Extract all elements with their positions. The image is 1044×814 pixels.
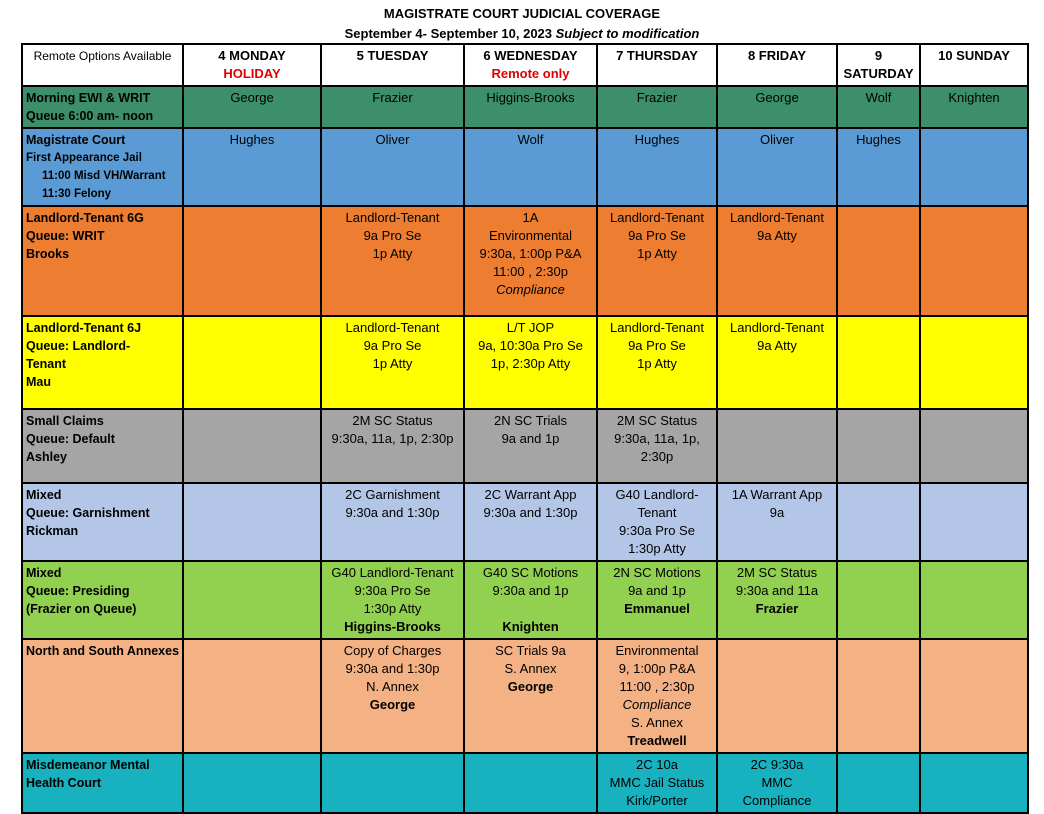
header-row	[22, 44, 1028, 86]
cell-monday	[183, 483, 321, 561]
day-header-friday	[717, 44, 837, 86]
cell-line: 2M SC Status	[736, 565, 818, 580]
page-title: MAGISTRATE COURT JUDICIAL COVERAGE	[383, 6, 661, 21]
cell-line: Tenant	[637, 505, 677, 520]
row-north-south-annexes	[22, 639, 1028, 753]
cell-line: Wolf	[517, 132, 544, 147]
cell-line: 2N SC Trials	[494, 413, 567, 428]
cell-line: Landlord-Tenant	[730, 320, 824, 335]
day-note: Remote only	[491, 66, 570, 81]
row-label	[22, 561, 183, 639]
cell-sunday	[920, 483, 1028, 561]
cell-wednesday	[464, 206, 597, 316]
cell-tuesday	[321, 316, 464, 409]
row-label-line: 11:00 Misd VH/Warrant	[42, 170, 166, 182]
cell-friday	[717, 483, 837, 561]
row-label	[22, 86, 183, 128]
cell-wednesday	[464, 86, 597, 128]
cell-line: George	[230, 90, 274, 105]
row-morning-ewi-writ	[22, 86, 1028, 128]
cell-sunday	[920, 86, 1028, 128]
cell-monday	[183, 753, 321, 813]
cell-line: 9a Pro Se	[628, 338, 686, 353]
cell-line: 9:30a Pro Se	[354, 583, 431, 598]
day-header-tuesday	[321, 44, 464, 86]
cell-line: 2C 10a	[636, 757, 678, 772]
cell-line: 11:00 , 2:30p	[619, 679, 695, 694]
cell-thursday	[597, 639, 717, 753]
cell-line: 9a, 10:30a Pro Se	[478, 338, 583, 353]
cell-line: 9a	[769, 505, 785, 520]
row-label-line: Mixed	[26, 488, 62, 502]
cell-monday	[183, 316, 321, 409]
cell-sunday	[920, 409, 1028, 483]
cell-line: Environmental	[615, 643, 699, 658]
row-label	[22, 409, 183, 483]
row-small-claims	[22, 409, 1028, 483]
row-label	[22, 206, 183, 316]
cell-tuesday	[321, 206, 464, 316]
cell-line: 2C Garnishment	[345, 487, 440, 502]
day-label: 5 TUESDAY	[356, 48, 429, 63]
cell-friday	[717, 316, 837, 409]
cell-line: Landlord-Tenant	[345, 320, 440, 335]
coverage-table	[21, 43, 1029, 814]
row-label-line: Morning EWI & WRIT	[26, 91, 151, 105]
row-mixed-garnishment	[22, 483, 1028, 561]
cell-line: Compliance	[622, 697, 692, 712]
row-label-line: Health Court	[26, 776, 101, 790]
cell-tuesday	[321, 409, 464, 483]
row-label-line: Queue: Default	[26, 432, 115, 446]
cell-monday	[183, 561, 321, 639]
cell-sunday	[920, 753, 1028, 813]
cell-line: 1p Atty	[637, 356, 677, 371]
day-label: 4 MONDAY	[218, 48, 286, 63]
cell-line: 9:30a, 1:00p P&A	[479, 246, 582, 261]
cell-tuesday	[321, 86, 464, 128]
cell-saturday	[837, 409, 920, 483]
cell-saturday	[837, 206, 920, 316]
row-label-line: 11:30 Felony	[42, 188, 112, 200]
cell-saturday	[837, 561, 920, 639]
day-header-thursday	[597, 44, 717, 86]
cell-wednesday	[464, 409, 597, 483]
cell-line: Emmanuel	[624, 601, 690, 616]
cell-wednesday	[464, 753, 597, 813]
day-label: 8 FRIDAY	[747, 48, 807, 63]
cell-friday	[717, 128, 837, 206]
row-landlord-tenant-6g	[22, 206, 1028, 316]
row-label-line: Brooks	[26, 247, 70, 261]
cell-line: G40 Landlord-Tenant	[331, 565, 454, 580]
cell-thursday	[597, 409, 717, 483]
cell-sunday	[920, 128, 1028, 206]
cell-line: Landlord-Tenant	[345, 210, 440, 225]
row-landlord-tenant-6j	[22, 316, 1028, 409]
day-header-monday	[183, 44, 321, 86]
row-label-line: (Frazier on Queue)	[26, 602, 137, 616]
cell-friday	[717, 639, 837, 753]
cell-line: 2C Warrant App	[484, 487, 577, 502]
cell-line: Landlord-Tenant	[730, 210, 824, 225]
cell-line: 2N SC Motions	[613, 565, 701, 580]
row-label	[22, 483, 183, 561]
cell-tuesday	[321, 753, 464, 813]
cell-line: 11:00 , 2:30p	[493, 264, 568, 279]
date-range: September 4- September 10, 2023	[344, 26, 553, 41]
cell-saturday	[837, 753, 920, 813]
cell-tuesday	[321, 639, 464, 753]
day-header-sunday	[920, 44, 1028, 86]
cell-line: L/T JOP	[506, 320, 555, 335]
cell-monday	[183, 409, 321, 483]
cell-tuesday	[321, 483, 464, 561]
cell-thursday	[597, 86, 717, 128]
cell-line: Higgins-Brooks	[344, 619, 441, 634]
day-label: 7 THURSDAY	[616, 48, 698, 63]
row-label-line: Queue 6:00 am- noon	[26, 109, 154, 123]
cell-thursday	[597, 206, 717, 316]
cell-line: Hughes	[634, 132, 680, 147]
cell-line: Frazier	[636, 90, 678, 105]
cell-line: 2M SC Status	[616, 413, 698, 428]
cell-line: 9:30a and 1:30p	[483, 505, 578, 520]
cell-line: Knighten	[948, 90, 1000, 105]
row-label-line: Landlord-Tenant 6G	[26, 211, 144, 225]
cell-sunday	[920, 561, 1028, 639]
cell-line	[468, 600, 593, 618]
cell-line: 2:30p	[640, 449, 674, 464]
cell-line: 2M SC Status	[352, 413, 433, 428]
row-mixed-presiding	[22, 561, 1028, 639]
cell-line: 9:30a and 1:30p	[345, 661, 440, 676]
cell-line: Frazier	[372, 90, 413, 105]
day-header-saturday	[837, 44, 920, 86]
corner-cell: Remote Options Available	[22, 44, 183, 86]
cell-line: 9:30a, 11a, 1p, 2:30p	[331, 431, 454, 446]
cell-thursday	[597, 753, 717, 813]
cell-line: 9a Pro Se	[363, 338, 422, 353]
cell-saturday	[837, 86, 920, 128]
cell-line: 1p Atty	[637, 246, 677, 261]
cell-line: Knighten	[502, 619, 559, 634]
cell-line: Copy of Charges	[343, 643, 442, 658]
cell-line: Hughes	[229, 132, 275, 147]
cell-wednesday	[464, 128, 597, 206]
cell-sunday	[920, 206, 1028, 316]
row-label-line: Queue: WRIT	[26, 229, 105, 243]
cell-line: S. Annex	[504, 661, 557, 676]
cell-line: G40 SC Motions	[482, 565, 579, 580]
cell-line: 1p, 2:30p Atty	[490, 356, 571, 371]
cell-line: 9:30a Pro Se	[619, 523, 695, 538]
cell-line: Compliance	[496, 282, 565, 297]
cell-line: Oliver	[375, 132, 410, 147]
row-label-line: Rickman	[26, 524, 79, 538]
cell-line: S. Annex	[630, 715, 684, 730]
row-label-line: Mixed	[26, 566, 62, 580]
cell-line: Oliver	[760, 132, 794, 147]
cell-line: Hughes	[856, 132, 901, 147]
cell-line: Treadwell	[627, 733, 687, 748]
day-label: 9	[874, 48, 883, 63]
cell-tuesday	[321, 561, 464, 639]
cell-monday	[183, 86, 321, 128]
cell-saturday	[837, 639, 920, 753]
row-label-line: Small Claims	[26, 414, 104, 428]
row-misdemeanor-mental-health-court	[22, 753, 1028, 813]
cell-sunday	[920, 639, 1028, 753]
row-label-line: Magistrate Court	[26, 133, 126, 147]
cell-line: Landlord-Tenant	[610, 320, 704, 335]
cell-monday	[183, 128, 321, 206]
cell-wednesday	[464, 316, 597, 409]
cell-line: George	[507, 679, 554, 694]
cell-line: Higgins-Brooks	[486, 90, 575, 105]
cell-thursday	[597, 316, 717, 409]
row-label	[22, 316, 183, 409]
cell-line: Environmental	[488, 228, 573, 243]
cell-line: 9a Atty	[757, 228, 797, 243]
cell-wednesday	[464, 639, 597, 753]
row-label-line: Misdemeanor Mental	[26, 758, 150, 772]
day-label: 10 SUNDAY	[938, 48, 1010, 63]
row-magistrate-court	[22, 128, 1028, 206]
cell-line: 9a Pro Se	[628, 228, 686, 243]
row-label	[22, 639, 183, 753]
cell-sunday	[920, 316, 1028, 409]
row-label-line: Queue: Presiding	[26, 584, 130, 598]
cell-thursday	[597, 128, 717, 206]
cell-friday	[717, 206, 837, 316]
cell-line: Landlord-Tenant	[610, 210, 704, 225]
row-label-line: North and South Annexes	[26, 644, 180, 658]
cell-thursday	[597, 483, 717, 561]
cell-line: Compliance	[742, 793, 812, 808]
day-header-wednesday	[464, 44, 597, 86]
row-label-line: First Appearance Jail	[26, 152, 142, 164]
cell-line: SC Trials 9a	[495, 643, 566, 658]
cell-line: 9:30a, 11a, 1p,	[614, 431, 700, 446]
cell-line: Frazier	[755, 601, 799, 616]
cell-line: N. Annex	[366, 679, 419, 694]
row-label	[22, 128, 183, 206]
cell-line: 1A	[522, 210, 539, 225]
cell-line: 9a Pro Se	[363, 228, 422, 243]
cell-line: 9a and 1p	[628, 583, 686, 598]
cell-line: G40 Landlord-	[615, 487, 699, 502]
cell-thursday	[597, 561, 717, 639]
cell-line: 9a and 1p	[501, 431, 560, 446]
row-label-line: Queue: Garnishment	[26, 506, 150, 520]
cell-line: George	[755, 90, 799, 105]
cell-line: 1p Atty	[372, 246, 413, 261]
cell-line: 1:30p Atty	[363, 601, 422, 616]
cell-wednesday	[464, 561, 597, 639]
cell-line: 9:30a and 1:30p	[345, 505, 440, 520]
row-label-line: Ashley	[26, 450, 67, 464]
cell-line: 9a Atty	[757, 338, 797, 353]
row-label-line: Mau	[26, 375, 51, 389]
cell-line: MMC	[761, 775, 793, 790]
cell-saturday	[837, 316, 920, 409]
cell-wednesday	[464, 483, 597, 561]
cell-saturday	[837, 483, 920, 561]
day-label-2: SATURDAY	[843, 66, 914, 81]
cell-friday	[717, 409, 837, 483]
day-note: HOLIDAY	[223, 66, 281, 81]
cell-tuesday	[321, 128, 464, 206]
cell-line: George	[369, 697, 416, 712]
cell-line: Wolf	[865, 90, 892, 105]
cell-line: 1p Atty	[372, 356, 413, 371]
cell-line: 2C 9:30a	[750, 757, 804, 772]
page-subtitle	[0, 26, 1044, 41]
cell-line: 1A Warrant App	[731, 487, 823, 502]
row-label-line: Landlord-Tenant 6J	[26, 321, 142, 335]
cell-line: 9:30a and 11a	[735, 583, 819, 598]
row-label	[22, 753, 183, 813]
cell-saturday	[837, 128, 920, 206]
cell-monday	[183, 206, 321, 316]
cell-friday	[717, 561, 837, 639]
row-label-line: Queue: Landlord-	[26, 339, 131, 353]
cell-line: 1:30p Atty	[628, 541, 686, 556]
cell-line: Kirk/Porter	[626, 793, 688, 808]
day-label: 6 WEDNESDAY	[483, 48, 578, 63]
cell-monday	[183, 639, 321, 753]
cell-line: 9:30a and 1p	[492, 583, 569, 598]
row-label-line: Tenant	[26, 357, 67, 371]
cell-line: 9, 1:00p P&A	[618, 661, 696, 676]
cell-friday	[717, 753, 837, 813]
cell-friday	[717, 86, 837, 128]
cell-line: MMC Jail Status	[609, 775, 705, 790]
modification-note: Subject to modification	[555, 26, 700, 41]
